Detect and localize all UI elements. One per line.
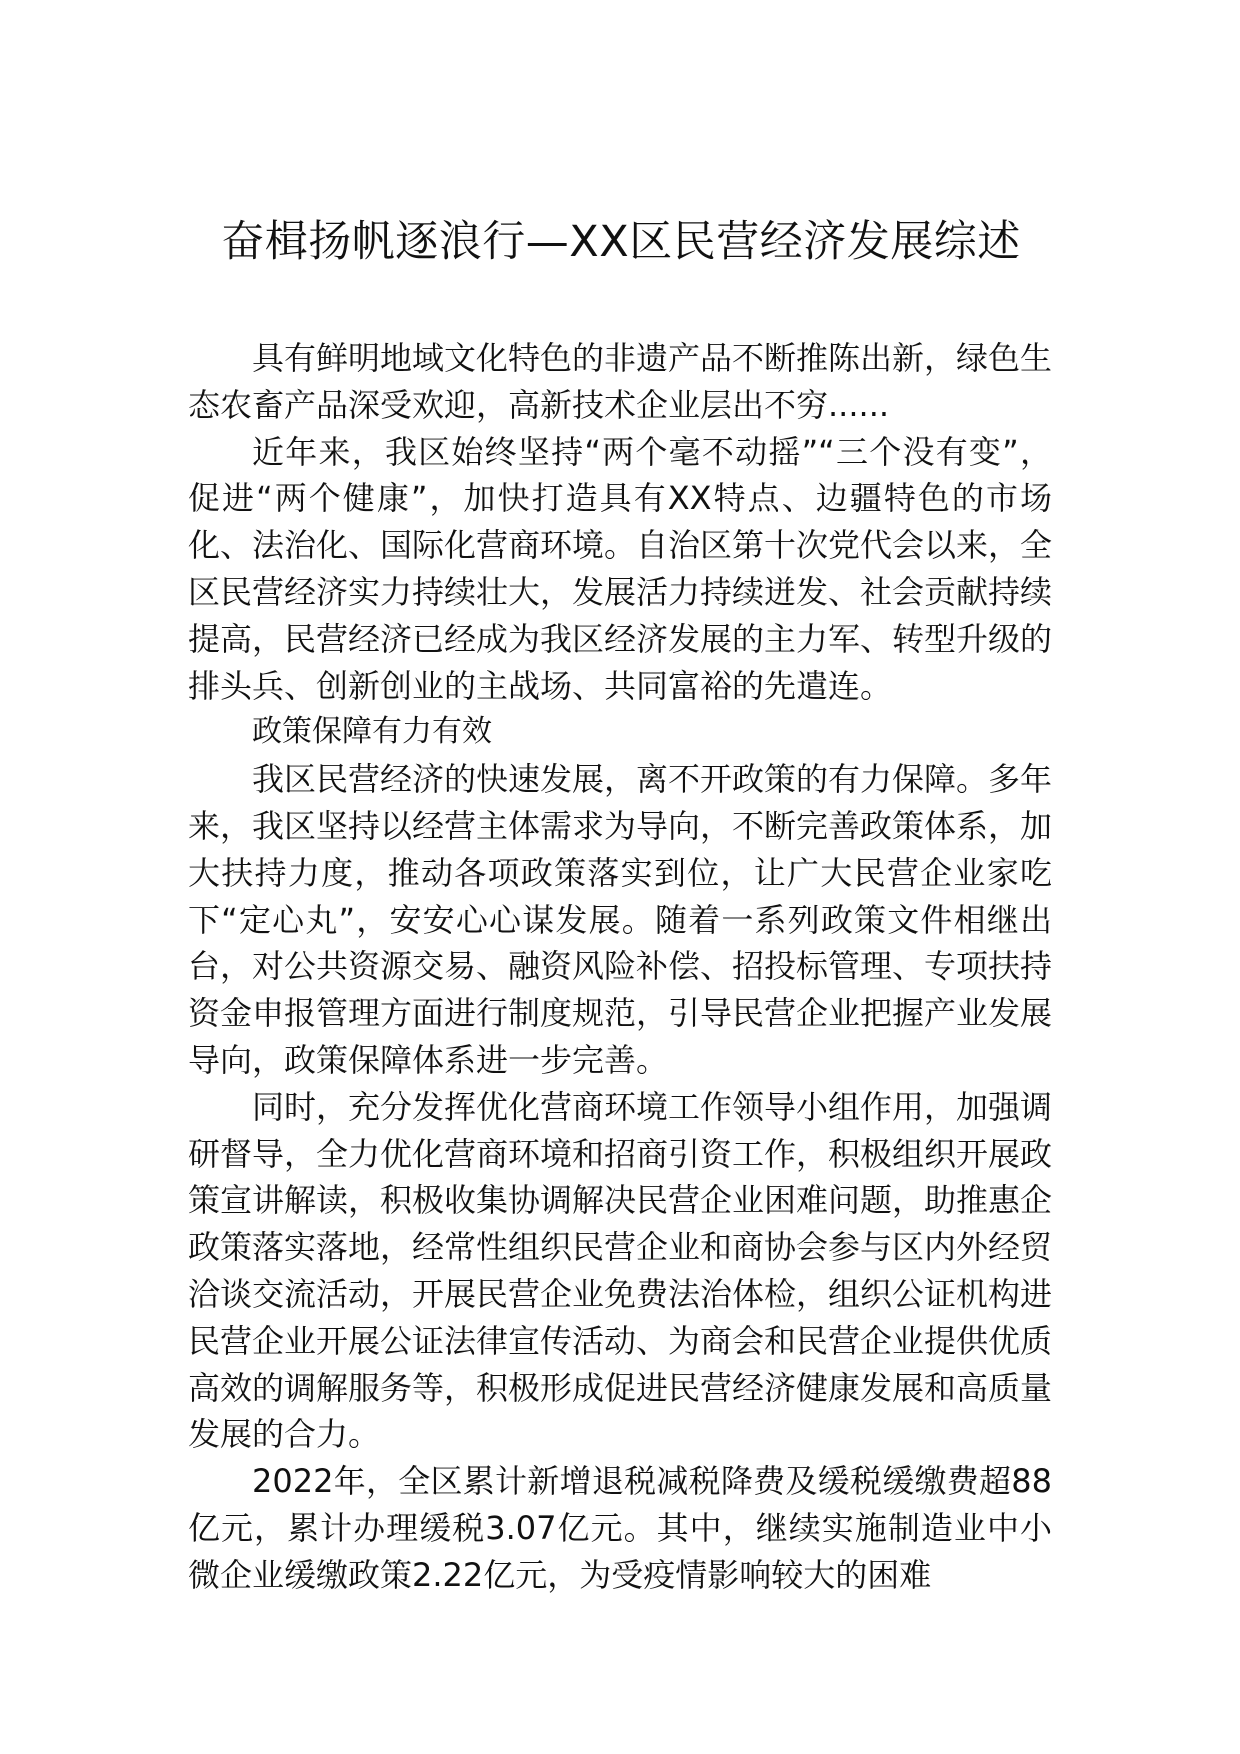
document-body <box>188 335 1052 1599</box>
document-title: 奋楫扬帆逐浪行—XX区民营经济发展综述 <box>221 217 1021 267</box>
section-heading: 政策保障有力有效 <box>252 714 492 750</box>
policy-paragraph: 我区民营经济的快速发展，离不开政策的有力保障。多年来，我区坚持以经营主体需求为导向，不断完善政策体系，加大扶持力度，推动各项政策落实到位，让广大民营企业家吃下“定心丸”，安安心心谋发展。随着一系列政策文件相继出台，对公共资源交易、融资风险补偿、招投标管理、专项扶持资金申报管理方面进行制度规范，引导民营企业把握产业发展导向，政策保障体系进一步完善。 <box>188 760 1053 1079</box>
tax-paragraph: 2022年，全区累计新增退税减税降费及缓税缓缴费超88亿元，累计办理缓税3.07亿元。其中，继续实施制造业中小微企业缓缴政策2.22亿元，为受疫情影响较大的困难 <box>188 1462 1052 1594</box>
intro-paragraph: 具有鲜明地域文化特色的非遗产品不断推陈出新，绿色生态农畜产品深受欢迎，高新技术企业层出不穷...... <box>188 339 1053 424</box>
measures-paragraph: 同时，充分发挥优化营商环境工作领导小组作用，加强调研督导，全力优化营商环境和招商引资工作，积极组织开展政策宣讲解读，积极收集协调解决民营企业困难问题，助推惠企政策落实落地，经常性组织民营企业和商协会参与区内外经贸洽谈交流活动，开展民营企业免费法治体检，组织公证机构进民营企业开展公证法律宣传活动、为商会和民营企业提供优质高效的调解服务等，积极形成促进民营经济健康发展和高质量发展的合力。 <box>188 1087 1053 1454</box>
overview-paragraph: 近年来，我区始终坚持“两个毫不动摇”“三个没有变”，促进“两个健康”，加快打造具有XX特点、边疆特色的市场化、法治化、国际化营商环境。自治区第十次党代会以来，全区民营经济实力持续壮大，发展活力持续迸发、社会贡献持续提高，民营经济已经成为我区经济发展的主力军、转型升级的排头兵、创新创业的主战场、共同富裕的先遣连。 <box>188 432 1053 705</box>
